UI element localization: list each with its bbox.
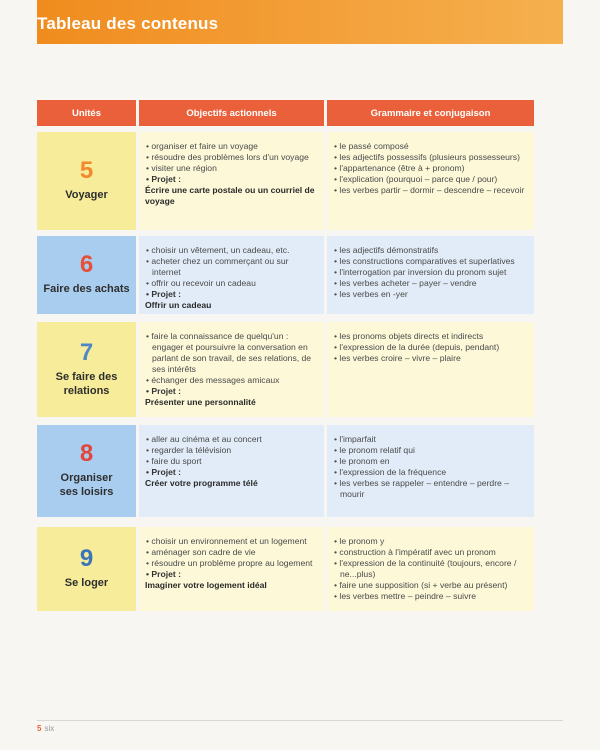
grammaire-item: • le passé composé — [333, 141, 528, 152]
unit-row-5 — [37, 132, 534, 230]
title-banner — [37, 0, 563, 44]
objectif-item: • échanger des messages amicaux — [145, 375, 318, 386]
grammaire-item: • les constructions comparatives et superlatives — [333, 256, 528, 267]
objectif-item: • faire la connaissance de quelqu'un : engager et poursuivre la conversation en parlant de son travail, de ses relations, de ses intérêts — [145, 331, 318, 375]
grammaire-item: • construction à l'impératif avec un pronom — [333, 547, 528, 558]
unit-row-8 — [37, 425, 534, 517]
unit-cell — [37, 527, 136, 611]
projet-label: • Projet : — [145, 174, 318, 185]
page-footer — [37, 724, 54, 733]
unit-name: Organiser ses loisirs — [59, 472, 114, 498]
objectifs-cell — [139, 132, 324, 230]
unit-number: 6 — [79, 251, 94, 279]
unit-number: 5 — [79, 157, 94, 185]
grammaire-item: • les verbes acheter – payer – vendre — [333, 278, 528, 289]
objectif-item: • résoudre un problème propre au logement — [145, 558, 318, 569]
grammaire-item: • les verbes croire – vivre – plaire — [333, 353, 528, 364]
unit-name: Faire des achats — [43, 283, 130, 296]
unit-name: Se loger — [64, 577, 109, 590]
unit-name: Se faire des relations — [55, 370, 118, 397]
grammaire-item: • l'expression de la continuité (toujours, encore / ne...plus) — [333, 558, 528, 580]
grammaire-item: • l'expression de la fréquence — [333, 467, 528, 478]
objectif-item: • visiter une région — [145, 163, 318, 174]
objectif-item: • choisir un vêtement, un cadeau, etc. — [145, 245, 318, 256]
table-header — [37, 100, 534, 126]
grammaire-item: • faire une supposition (si + verbe au présent) — [333, 580, 528, 591]
grammaire-item: • les verbes mettre – peindre – suivre — [333, 591, 528, 602]
projet-label: • Projet : — [145, 386, 318, 397]
unit-number: 9 — [79, 545, 94, 573]
unit-name: Voyager — [65, 189, 108, 202]
unit-row-9 — [37, 527, 534, 611]
projet-label: • Projet : — [145, 569, 318, 580]
grammaire-cell — [327, 527, 534, 611]
unit-cell — [37, 132, 136, 230]
projet-text: Offrir un cadeau — [145, 300, 212, 310]
objectifs-cell — [139, 236, 324, 314]
objectifs-cell — [139, 527, 324, 611]
objectifs-cell — [139, 425, 324, 517]
unit-row-6 — [37, 236, 534, 314]
grammaire-item: • l'explication (pourquoi – parce que / pour) — [333, 174, 528, 185]
objectif-item: • organiser et faire un voyage — [145, 141, 318, 152]
page-number: 5 — [37, 724, 42, 733]
objectif-item: • aménager son cadre de vie — [145, 547, 318, 558]
grammaire-item: • les adjectifs démonstratifs — [333, 245, 528, 256]
grammaire-item: • l'imparfait — [333, 434, 528, 445]
grammaire-item: • le pronom relatif qui — [333, 445, 528, 456]
projet-label: • Projet : — [145, 467, 318, 478]
footer-divider — [37, 720, 563, 721]
objectif-item: • faire du sport — [145, 456, 318, 467]
objectif-item: • résoudre des problèmes lors d'un voyage — [145, 152, 318, 163]
grammaire-item: • l'appartenance (être à + pronom) — [333, 163, 528, 174]
grammaire-item: • l'interrogation par inversion du pronom sujet — [333, 267, 528, 278]
column-header-unites: Unités — [37, 100, 136, 126]
objectif-item: • choisir un environnement et un logement — [145, 536, 318, 547]
objectifs-cell — [139, 322, 324, 417]
grammaire-item: • les verbes se rappeler – entendre – perdre – mourir — [333, 478, 528, 500]
grammaire-cell — [327, 236, 534, 314]
unit-number: 7 — [79, 338, 94, 366]
grammaire-item: • l'expression de la durée (depuis, pendant) — [333, 342, 528, 353]
objectif-item: • regarder la télévision — [145, 445, 318, 456]
grammaire-item: • les verbes en -yer — [333, 289, 528, 300]
unit-cell — [37, 236, 136, 314]
projet-text: Écrire une carte postale ou un courriel de voyage — [145, 185, 315, 206]
unit-row-7 — [37, 322, 534, 417]
grammaire-item: • les verbes partir – dormir – descendre – recevoir — [333, 185, 528, 196]
objectif-item: • offrir ou recevoir un cadeau — [145, 278, 318, 289]
objectif-item: • acheter chez un commerçant ou sur internet — [145, 256, 318, 278]
grammaire-item: • les adjectifs possessifs (plusieurs possesseurs) — [333, 152, 528, 163]
column-header-objectifs: Objectifs actionnels — [139, 100, 324, 126]
grammaire-cell — [327, 322, 534, 417]
projet-text: Imaginer votre logement idéal — [145, 580, 267, 590]
column-header-grammaire: Grammaire et conjugaison — [327, 100, 534, 126]
projet-text: Présenter une personnalité — [145, 397, 256, 407]
grammaire-item: • les pronoms objets directs et indirects — [333, 331, 528, 342]
objectif-item: • aller au cinéma et au concert — [145, 434, 318, 445]
grammaire-item: • le pronom en — [333, 456, 528, 467]
grammaire-cell — [327, 425, 534, 517]
unit-cell — [37, 425, 136, 517]
projet-label: • Projet : — [145, 289, 318, 300]
grammaire-cell — [327, 132, 534, 230]
unit-number: 8 — [79, 440, 94, 468]
projet-text: Créer votre programme télé — [145, 478, 258, 488]
page-word: six — [44, 724, 55, 733]
page-title: Tableau des contenus — [37, 14, 219, 33]
unit-cell — [37, 322, 136, 417]
grammaire-item: • le pronom y — [333, 536, 528, 547]
